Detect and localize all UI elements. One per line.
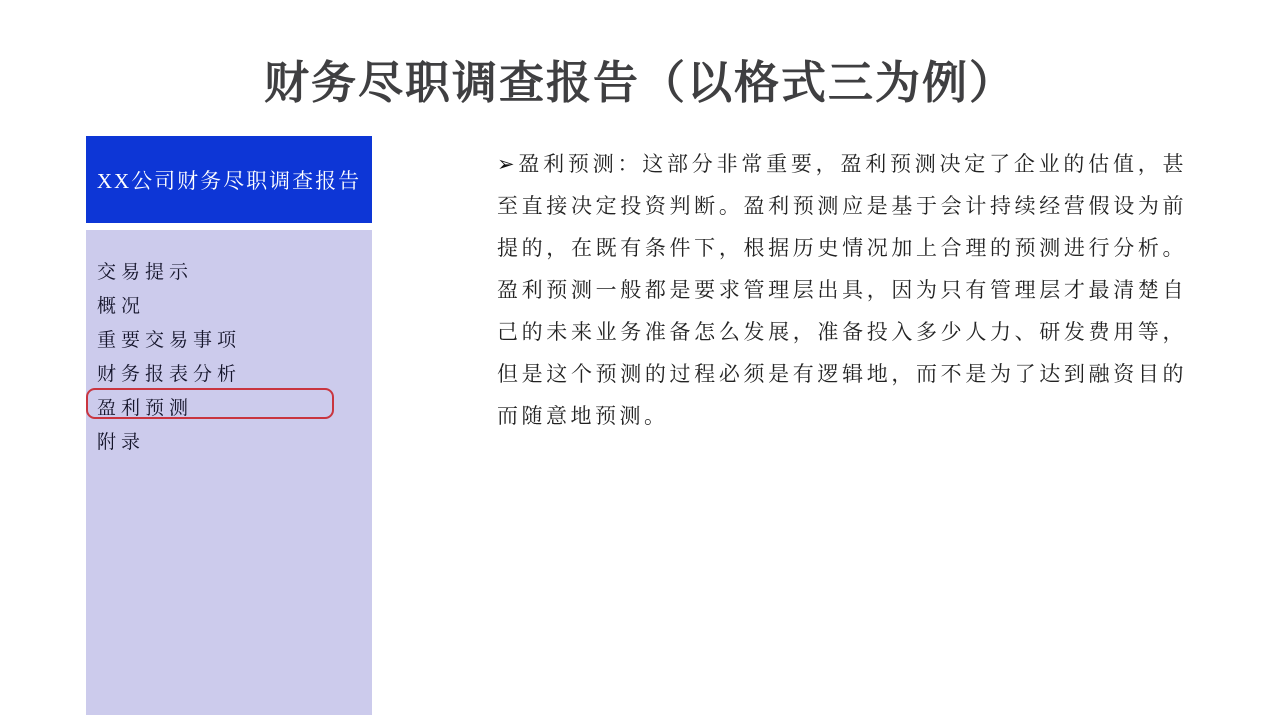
toc-sidebar <box>86 230 372 715</box>
toc-item-appendix: 附录 <box>97 432 146 453</box>
toc-item-key-transactions: 重要交易事项 <box>97 330 242 351</box>
toc-item-transaction-notes: 交易提示 <box>97 262 194 283</box>
toc-header-label: XX公司财务尽职调查报告 <box>96 168 362 193</box>
toc-item-overview: 概况 <box>97 296 146 317</box>
toc-list <box>97 256 366 460</box>
toc-item-financial-statement-analysis: 财务报表分析 <box>97 364 242 385</box>
content-paragraph-text: 盈利预测：这部分非常重要，盈利预测决定了企业的估值，甚至直接决定投资判断。盈利预测应是基于会计持续经营假设为前提的，在既有条件下，根据历史情况加上合理的预测进行分析。盈利预测一般都是要求管理层出具，因为只有管理层才最清楚自己的未来业务准备怎么发展，准备投入多少人力、研发费用等，但是这个预测的过程必须是有逻辑地，而不是为了达到融资目的而随意地预测。 <box>497 152 1187 428</box>
toc-item-profit-forecast: 盈利预测 <box>97 398 194 419</box>
content-paragraph <box>497 143 1187 437</box>
arrow-bullet-icon: ➢ <box>497 152 519 176</box>
toc-header <box>86 136 372 223</box>
slide-title: 财务尽职调查报告（以格式三为例） <box>263 57 1016 108</box>
